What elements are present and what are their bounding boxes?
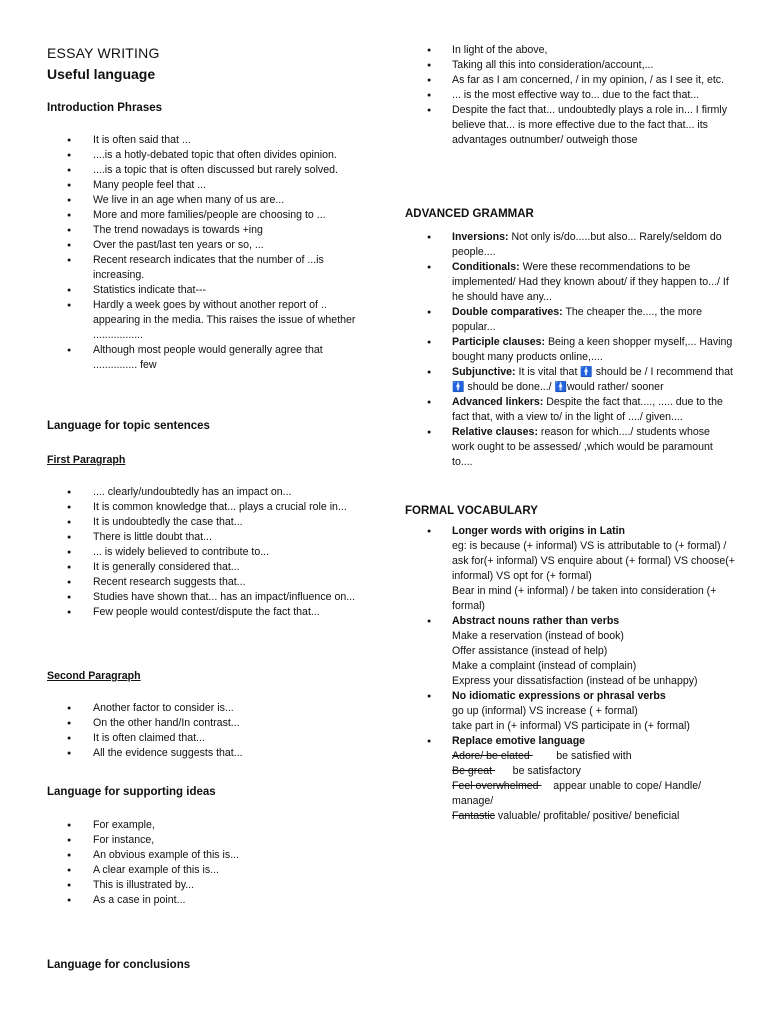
list-item: ● There is little doubt that... [47, 530, 367, 545]
item-line: eg: is because (+ informal) VS is attributable to (+ formal) / ask for(+ informal) VS enquire about (+ formal) VS choose(+ informal) VS opt for (+ formal) [452, 540, 735, 582]
list-item [405, 365, 735, 395]
list-item: ● ....is a topic that is often discussed but rarely solved. [47, 163, 367, 178]
item-text: should be done.../ [464, 381, 555, 393]
item-line: take part in (+ informal) VS participate in (+ formal) [452, 720, 690, 732]
person-icon: 🚹 [554, 382, 568, 393]
list-item [405, 335, 735, 365]
replacement-word: be satisfied with [556, 750, 632, 762]
list-item: ● For example, [47, 818, 367, 833]
item-line: Bear in mind (+ informal) / be taken into consideration (+ formal) [452, 585, 717, 612]
second-paragraph-list [47, 701, 367, 761]
struck-word: Adore/ be elated [452, 750, 533, 762]
list-item: ● Another factor to consider is... [47, 701, 367, 716]
list-item: ● It is common knowledge that... plays a crucial role in... [47, 500, 367, 515]
list-item: ● It is often claimed that... [47, 731, 367, 746]
grammar-heading: ADVANCED GRAMMAR [405, 208, 534, 220]
list-item: ● ....is a hotly-debated topic that often divides opinion. [47, 148, 367, 163]
item-text: Despite the fact that...., ..... due to the fact that, with a view to/ in the light of ..../ given.... [452, 396, 723, 423]
list-item: ● On the other hand/In contrast... [47, 716, 367, 731]
item-text: reason for which..../ students whose work ought to be assessed/ ,which would be paramount to.... [452, 426, 713, 468]
document-title: ESSAY WRITING [47, 45, 160, 61]
list-item: ● For instance, [47, 833, 367, 848]
item-line: Make a reservation (instead of book) [452, 630, 624, 642]
replacement-word: appear unable to cope/ Handle/ manage/ [452, 780, 702, 807]
item-line [452, 749, 735, 764]
list-item: ● Statistics indicate that--- [47, 283, 367, 298]
grammar-list [405, 230, 735, 470]
item-text: would rather/ sooner [567, 381, 664, 393]
list-item: ● We live in an age when many of us are... [47, 193, 367, 208]
list-item: ● .... clearly/undoubtedly has an impact on... [47, 485, 367, 500]
intro-heading: Introduction Phrases [47, 102, 163, 114]
list-item: ● More and more families/people are choosing to ... [47, 208, 367, 223]
struck-word: Be great [452, 765, 495, 777]
person-icon: 🚹 [452, 382, 465, 393]
list-item [405, 734, 735, 824]
list-item: ● ... is the most effective way to... due to the fact that... [405, 88, 735, 103]
list-item: ● Recent research indicates that the number of ...is increasing. [47, 253, 367, 283]
replacement-word: be satisfactory [512, 765, 581, 777]
list-item: ● Few people would contest/dispute the fact that... [47, 605, 367, 620]
document-subtitle: Useful language [47, 66, 156, 82]
struck-word: Feel overwhelmed [452, 780, 542, 792]
item-label: Participle clauses: [452, 336, 546, 348]
supporting-list [47, 818, 367, 908]
item-line: go up (informal) VS increase ( + formal) [452, 705, 638, 717]
item-line [452, 764, 735, 779]
list-item [405, 614, 735, 689]
conclusions-list [405, 43, 735, 148]
item-label: Subjunctive: [452, 366, 516, 378]
first-paragraph-list [47, 485, 367, 620]
list-item [405, 260, 735, 305]
list-item: ● An obvious example of this is... [47, 848, 367, 863]
item-line: Express your dissatisfaction (instead of be unhappy) [452, 675, 698, 687]
list-item: ● It is generally considered that... [47, 560, 367, 575]
list-item [405, 524, 735, 614]
supporting-heading: Language for supporting ideas [47, 786, 216, 798]
list-item: ● ... is widely believed to contribute to... [47, 545, 367, 560]
list-item: ● It is often said that ... [47, 133, 367, 148]
item-text: Not only is/do.....but also... Rarely/seldom do people.... [452, 231, 722, 258]
item-line [452, 779, 735, 809]
item-label: ● Abstract nouns rather than verbs [452, 615, 620, 627]
list-item: ● Recent research suggests that... [47, 575, 367, 590]
list-item [405, 425, 735, 470]
list-item: ● Studies have shown that... has an impact/influence on... [47, 590, 367, 605]
list-item: ● This is illustrated by... [47, 878, 367, 893]
item-text: Were these recommendations to be implemented/ Had they known about/ if they happen to.../ If he should have any... [452, 261, 729, 303]
item-label: ● Longer words with origins in Latin [452, 525, 626, 537]
list-item: ● A clear example of this is... [47, 863, 367, 878]
list-item: ● Despite the fact that... undoubtedly plays a role in... I firmly believe that... is more effective due to the fact that... its advantages outnumber/ outweigh those [405, 103, 735, 148]
item-label: Conditionals: [452, 261, 520, 273]
vocab-list [405, 524, 735, 824]
list-item: ● As a case in point... [47, 893, 367, 908]
person-icon: 🚹 [580, 367, 593, 378]
first-paragraph-heading: First Paragraph [47, 454, 126, 466]
second-paragraph-heading: Second Paragraph [47, 670, 141, 682]
item-label: Inversions: [452, 231, 509, 243]
item-line: Make a complaint (instead of complain) [452, 660, 637, 672]
conclusions-heading: Language for conclusions [47, 959, 191, 971]
replacement-word: valuable/ profitable/ positive/ beneficial [494, 810, 680, 822]
list-item [405, 305, 735, 335]
list-item: ● As far as I am concerned, / in my opinion, / as I see it, etc. [405, 73, 735, 88]
list-item: ● All the evidence suggests that... [47, 746, 367, 761]
item-label: ● No idiomatic expressions or phrasal verbs [452, 690, 666, 702]
item-text: should be / I recommend that [592, 366, 733, 378]
item-label: Double comparatives: [452, 306, 563, 318]
item-label: Advanced linkers: [452, 396, 544, 408]
list-item: ● Many people feel that ... [47, 178, 367, 193]
vocab-heading: FORMAL VOCABULARY [405, 505, 538, 517]
list-item: ● Hardly a week goes by without another report of .. appearing in the media. This raises the issue of whether ................. [47, 298, 367, 343]
list-item [405, 395, 735, 425]
list-item: ● Taking all this into consideration/account,... [405, 58, 735, 73]
list-item: ● It is undoubtedly the case that... [47, 515, 367, 530]
list-item: ● In light of the above, [405, 43, 735, 58]
item-text: Being a keen shopper myself,... Having bought many products online,.... [452, 336, 733, 363]
list-item: ● Over the past/last ten years or so, ... [47, 238, 367, 253]
item-text: It is vital that [515, 366, 581, 378]
item-label: Relative clauses: [452, 426, 538, 438]
list-item: ● Although most people would generally agree that ............... few [47, 343, 367, 373]
item-line: Offer assistance (instead of help) [452, 645, 608, 657]
list-item [405, 230, 735, 260]
item-text: The cheaper the...., the more popular... [452, 306, 703, 333]
list-item: ● The trend nowadays is towards +ing [47, 223, 367, 238]
list-item [405, 689, 735, 734]
intro-list [47, 133, 367, 373]
topic-heading: Language for topic sentences [47, 420, 210, 432]
item-line [452, 809, 735, 824]
struck-word: Fantastic [452, 810, 495, 822]
item-label: ● Replace emotive language [452, 735, 586, 747]
